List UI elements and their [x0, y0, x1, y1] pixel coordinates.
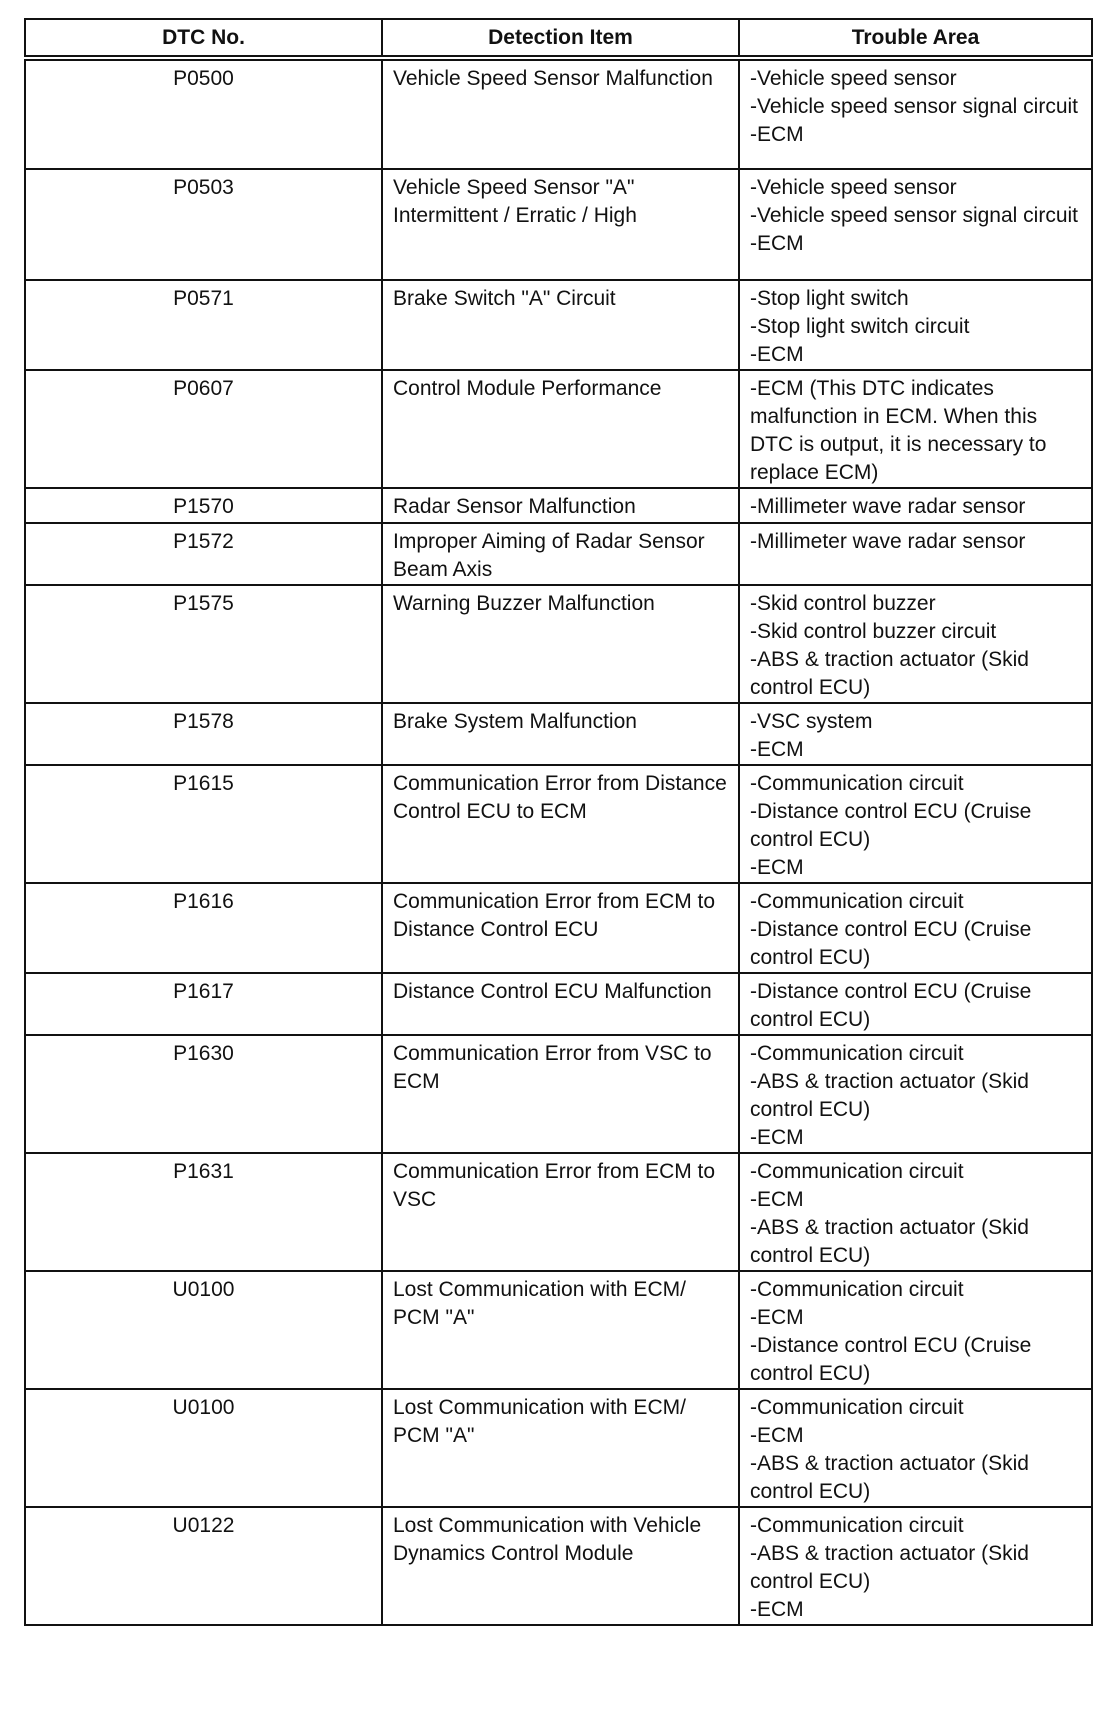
trouble-area — [739, 765, 1092, 883]
detection-item: Brake Switch "A" Circuit — [382, 280, 739, 370]
trouble-area — [739, 523, 1092, 585]
table-row — [25, 585, 1092, 703]
table-row — [25, 1035, 1092, 1153]
trouble-area — [739, 280, 1092, 370]
detection-item: Distance Control ECU Malfunction — [382, 973, 739, 1035]
detection-item: Communication Error from Distance Control ECU to ECM — [382, 765, 739, 883]
trouble-area — [739, 883, 1092, 973]
table-row — [25, 1507, 1092, 1625]
table-row — [25, 523, 1092, 585]
trouble-area — [739, 169, 1092, 280]
trouble-area-item: -Communication circuit — [750, 772, 964, 795]
trouble-area-item: -ECM — [750, 1188, 804, 1211]
detection-item: Communication Error from ECM to VSC — [382, 1153, 739, 1271]
trouble-area-item: -ECM — [750, 1126, 804, 1149]
trouble-area-item: -ABS & traction actuator (Skid control ECU) — [750, 1070, 1029, 1121]
dtc-code: P0607 — [25, 370, 382, 488]
trouble-area-item: -ABS & traction actuator (Skid control ECU) — [750, 1216, 1029, 1267]
dtc-code: P1630 — [25, 1035, 382, 1153]
table-row — [25, 1153, 1092, 1271]
trouble-area — [739, 488, 1092, 523]
trouble-area-item: -Vehicle speed sensor — [750, 67, 957, 90]
trouble-area-item: -VSC system — [750, 710, 873, 733]
detection-item: Control Module Performance — [382, 370, 739, 488]
detection-item: Vehicle Speed Sensor "A" Intermittent / Erratic / High — [382, 169, 739, 280]
trouble-area — [739, 58, 1092, 169]
trouble-area-item: -ECM — [750, 1424, 804, 1447]
trouble-area-item: -Distance control ECU (Cruise control ECU) — [750, 1334, 1032, 1385]
trouble-area-item: -Communication circuit — [750, 1278, 964, 1301]
trouble-area-item: -Millimeter wave radar sensor — [750, 495, 1026, 518]
dtc-code: P0571 — [25, 280, 382, 370]
trouble-area-item: -Millimeter wave radar sensor — [750, 530, 1026, 553]
detection-item: Vehicle Speed Sensor Malfunction — [382, 58, 739, 169]
detection-item: Communication Error from VSC to ECM — [382, 1035, 739, 1153]
dtc-code: U0100 — [25, 1389, 382, 1507]
detection-item: Lost Communication with Vehicle Dynamics Control Module — [382, 1507, 739, 1625]
table-row — [25, 883, 1092, 973]
detection-item: Lost Communication with ECM/ PCM "A" — [382, 1271, 739, 1389]
dtc-code: P1578 — [25, 703, 382, 765]
trouble-area — [739, 973, 1092, 1035]
trouble-area-item: -ABS & traction actuator (Skid control ECU) — [750, 1452, 1029, 1503]
trouble-area-item: -ECM — [750, 856, 804, 879]
trouble-area — [739, 585, 1092, 703]
trouble-area-item: -Skid control buzzer — [750, 592, 936, 615]
header-detection-item: Detection Item — [382, 19, 739, 58]
trouble-area-item: -ECM — [750, 343, 804, 366]
detection-item: Radar Sensor Malfunction — [382, 488, 739, 523]
dtc-code: P1615 — [25, 765, 382, 883]
trouble-area-item: -Vehicle speed sensor — [750, 176, 957, 199]
table-row — [25, 169, 1092, 280]
dtc-table — [24, 18, 1093, 1626]
detection-item: Brake System Malfunction — [382, 703, 739, 765]
trouble-area — [739, 1271, 1092, 1389]
dtc-code: P1616 — [25, 883, 382, 973]
trouble-area-item: -ECM — [750, 232, 804, 255]
table-row — [25, 703, 1092, 765]
trouble-area-item: -Distance control ECU (Cruise control ECU) — [750, 800, 1032, 851]
trouble-area-item: -Vehicle speed sensor signal circuit — [750, 204, 1079, 227]
trouble-area-item: -Stop light switch circuit — [750, 315, 970, 338]
table-row — [25, 370, 1092, 488]
dtc-code: P0503 — [25, 169, 382, 280]
trouble-area — [739, 1389, 1092, 1507]
trouble-area-item: -Stop light switch — [750, 287, 909, 310]
detection-item: Communication Error from ECM to Distance Control ECU — [382, 883, 739, 973]
table-row — [25, 280, 1092, 370]
trouble-area — [739, 703, 1092, 765]
trouble-area — [739, 370, 1092, 488]
trouble-area-item: -ECM — [750, 738, 804, 761]
trouble-area-item: -ECM — [750, 1306, 804, 1329]
detection-item: Warning Buzzer Malfunction — [382, 585, 739, 703]
trouble-area — [739, 1507, 1092, 1625]
trouble-area-item: -Communication circuit — [750, 1042, 964, 1065]
trouble-area-item: -Communication circuit — [750, 1396, 964, 1419]
trouble-area-item: -Communication circuit — [750, 1514, 964, 1537]
trouble-area-item: -Vehicle speed sensor signal circuit — [750, 95, 1079, 118]
trouble-area-item: -ABS & traction actuator (Skid control ECU) — [750, 648, 1029, 699]
trouble-area — [739, 1153, 1092, 1271]
table-row — [25, 1389, 1092, 1507]
table-row — [25, 765, 1092, 883]
trouble-area-item: -ECM (This DTC indicates malfunction in ECM. When this DTC is output, it is necessary to replace ECM) — [750, 377, 1047, 484]
dtc-code: P0500 — [25, 58, 382, 169]
dtc-code: P1572 — [25, 523, 382, 585]
header-trouble-area: Trouble Area — [739, 19, 1092, 58]
trouble-area-item: -Communication circuit — [750, 890, 964, 913]
detection-item: Improper Aiming of Radar Sensor Beam Axis — [382, 523, 739, 585]
trouble-area-item: -ECM — [750, 123, 804, 146]
trouble-area-item: -Communication circuit — [750, 1160, 964, 1183]
table-row — [25, 488, 1092, 523]
dtc-code: P1631 — [25, 1153, 382, 1271]
table-row — [25, 58, 1092, 169]
header-dtc-no: DTC No. — [25, 19, 382, 58]
dtc-code: U0122 — [25, 1507, 382, 1625]
dtc-code: U0100 — [25, 1271, 382, 1389]
trouble-area-item: -Skid control buzzer circuit — [750, 620, 997, 643]
dtc-code: P1575 — [25, 585, 382, 703]
detection-item: Lost Communication with ECM/ PCM "A" — [382, 1389, 739, 1507]
table-row — [25, 973, 1092, 1035]
trouble-area-item: -Distance control ECU (Cruise control ECU) — [750, 980, 1032, 1031]
trouble-area-item: -Distance control ECU (Cruise control ECU) — [750, 918, 1032, 969]
dtc-code: P1570 — [25, 488, 382, 523]
table-row — [25, 1271, 1092, 1389]
trouble-area-item: -ECM — [750, 1598, 804, 1621]
header-row — [25, 19, 1092, 58]
table-body — [25, 58, 1092, 1625]
trouble-area-item: -ABS & traction actuator (Skid control ECU) — [750, 1542, 1029, 1593]
trouble-area — [739, 1035, 1092, 1153]
dtc-code: P1617 — [25, 973, 382, 1035]
